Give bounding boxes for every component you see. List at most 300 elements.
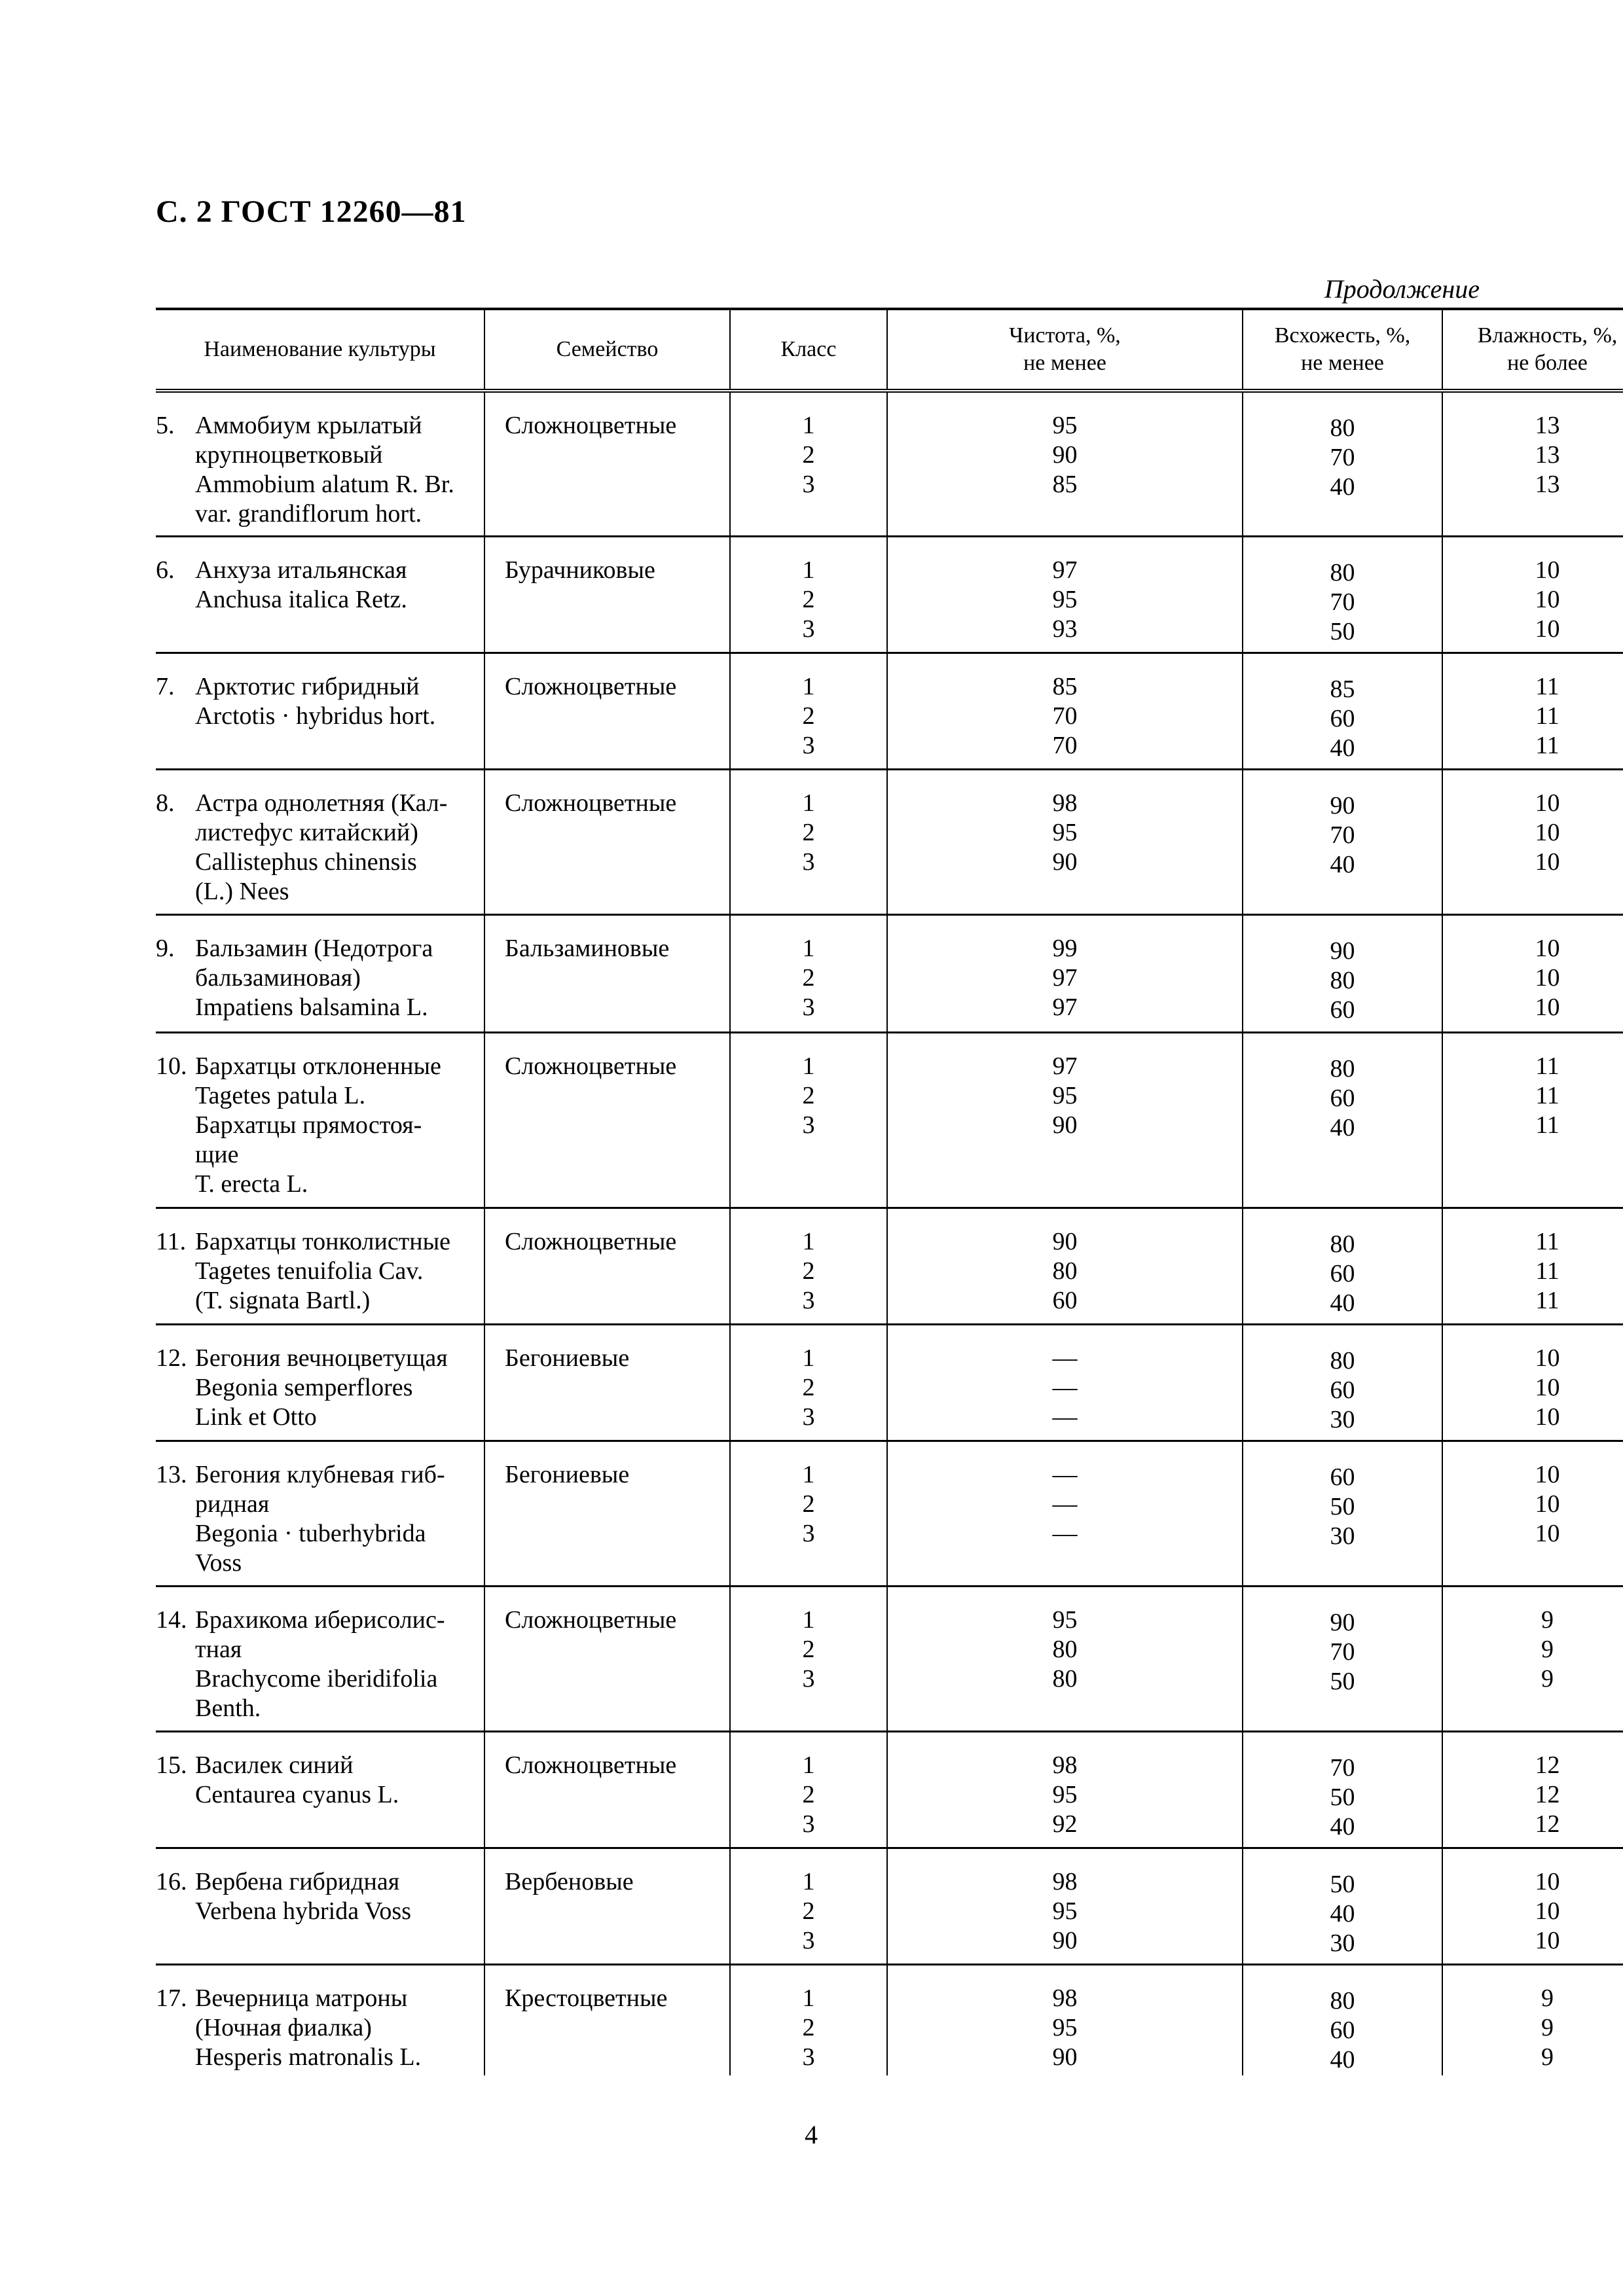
class-cell-value: 3 xyxy=(802,1286,815,1314)
moisture-cell-value: 11 xyxy=(1535,1111,1559,1139)
moisture-cell-value: 10 xyxy=(1535,848,1560,876)
class-cell-value: 1 xyxy=(802,672,815,700)
germination-cell-value: 80 xyxy=(1330,558,1355,586)
culture-name-cell xyxy=(156,1324,484,1441)
col-header-text: Чистота, %, xyxy=(1009,323,1121,348)
culture-name-line: Arctotis · hybridus hort. xyxy=(195,702,436,730)
continuation-label: Продолжение xyxy=(1324,274,1480,304)
moisture-cell-value: 9 xyxy=(1541,1984,1554,2012)
germination-cell-value: 50 xyxy=(1330,617,1355,645)
family-cell: Бальзаминовые xyxy=(484,914,730,1032)
col-header-germination xyxy=(1243,309,1442,391)
germination-cell-value: 40 xyxy=(1330,2045,1355,2073)
germination-cell-value: 40 xyxy=(1330,1289,1355,1317)
col-header-text: Наименование культуры xyxy=(204,337,436,361)
purity-cell-value: 97 xyxy=(1052,1052,1078,1080)
germination-cell xyxy=(1243,1441,1442,1586)
moisture-cell-value: 9 xyxy=(1541,1605,1554,1634)
class-cell-value: 2 xyxy=(802,1373,815,1401)
purity-cell-value: 85 xyxy=(1052,471,1078,498)
germination-cell-value: 50 xyxy=(1330,1783,1355,1811)
culture-name-line: (Ночная фиалка) xyxy=(195,2013,372,2041)
moisture-cell-value: 10 xyxy=(1535,1490,1560,1518)
culture-name-line: Link et Otto xyxy=(195,1403,317,1431)
purity-cell xyxy=(887,1324,1243,1441)
moisture-cell-value: 10 xyxy=(1535,556,1560,584)
germination-cell xyxy=(1243,1324,1442,1441)
moisture-cell-value: 11 xyxy=(1535,1257,1559,1285)
culture-name-cell xyxy=(156,914,484,1032)
purity-cell-value: 97 xyxy=(1052,963,1078,992)
moisture-cell-value: 11 xyxy=(1535,1227,1559,1255)
moisture-cell-value: 10 xyxy=(1535,1344,1560,1372)
purity-cell xyxy=(887,1032,1243,1208)
germination-cell-value: 40 xyxy=(1330,1899,1355,1928)
family-cell: Сложноцветные xyxy=(484,1032,730,1208)
seed-quality-table xyxy=(156,308,1623,2075)
germination-cell-value: 90 xyxy=(1330,937,1355,965)
moisture-cell xyxy=(1442,391,1623,536)
class-cell-value: 2 xyxy=(802,1780,815,1808)
class-cell xyxy=(730,1964,887,2075)
row-number: 5. xyxy=(156,412,175,439)
purity-cell-value: — xyxy=(1052,1519,1078,1547)
culture-name-line: Verbena hybrida Voss xyxy=(195,1897,411,1925)
culture-name-line: Ammobium alatum R. Br. xyxy=(195,471,454,498)
class-cell-value: 2 xyxy=(802,1081,815,1109)
germination-cell-value: 90 xyxy=(1330,1608,1355,1636)
germination-cell-value: 80 xyxy=(1330,1986,1355,2015)
moisture-cell-value: 11 xyxy=(1535,1052,1559,1080)
class-cell-value: 1 xyxy=(802,1751,815,1779)
culture-name-line: Benth. xyxy=(195,1694,261,1722)
germination-cell-value: 50 xyxy=(1330,1667,1355,1695)
moisture-cell xyxy=(1442,1848,1623,1964)
document-header: С. 2 ГОСТ 12260—81 xyxy=(156,194,467,229)
culture-name-line: Begonia · tuberhybrida xyxy=(195,1519,426,1547)
table-row xyxy=(156,769,1623,914)
purity-cell-value: 99 xyxy=(1052,934,1078,962)
germination-cell-value: 40 xyxy=(1330,1113,1355,1141)
col-header-text: Семейство xyxy=(556,337,659,361)
culture-name-line: Callistephus chinensis xyxy=(195,848,417,876)
moisture-cell-value: 9 xyxy=(1541,2043,1554,2071)
culture-name-line: (L.) Nees xyxy=(195,877,289,905)
class-cell-value: 1 xyxy=(802,1460,815,1488)
culture-name-cell xyxy=(156,1208,484,1324)
germination-cell-value: 80 xyxy=(1330,1230,1355,1258)
class-cell-value: 2 xyxy=(802,1897,815,1925)
germination-cell-value: 30 xyxy=(1330,1405,1355,1433)
class-cell-value: 3 xyxy=(802,993,815,1021)
culture-name-line: Василек синий xyxy=(195,1751,354,1779)
purity-cell-value: 70 xyxy=(1052,731,1078,759)
class-cell xyxy=(730,1441,887,1586)
culture-name-cell xyxy=(156,1586,484,1731)
class-cell-value: 1 xyxy=(802,1227,815,1255)
class-cell-value: 3 xyxy=(802,1810,815,1838)
culture-name-line: (T. signata Bartl.) xyxy=(195,1286,371,1314)
class-cell-value: 1 xyxy=(802,1344,815,1372)
table-row xyxy=(156,1032,1623,1208)
row-number: 6. xyxy=(156,556,175,584)
culture-name-cell xyxy=(156,1441,484,1586)
class-cell-value: 3 xyxy=(802,1403,815,1431)
col-header-text: не менее xyxy=(1301,351,1384,375)
row-number: 8. xyxy=(156,789,175,817)
culture-name-line: Астра однолетняя (Кал- xyxy=(195,789,448,817)
family-cell: Крестоцветные xyxy=(484,1964,730,2075)
class-cell-value: 3 xyxy=(802,471,815,498)
culture-name-line: Voss xyxy=(195,1549,242,1577)
germination-cell xyxy=(1243,1848,1442,1964)
purity-cell-value: — xyxy=(1052,1460,1078,1488)
family-cell: Бегониевые xyxy=(484,1441,730,1586)
culture-name-line: Бальзамин (Недотрога xyxy=(195,934,433,962)
moisture-cell-value: 9 xyxy=(1541,1664,1554,1693)
moisture-cell-value: 11 xyxy=(1535,672,1559,700)
culture-name-line: листефус китайский) xyxy=(195,818,418,846)
culture-name-line: Brachycome iberidifolia xyxy=(195,1664,438,1693)
row-number: 11. xyxy=(156,1227,187,1255)
class-cell-value: 3 xyxy=(802,1111,815,1139)
purity-cell xyxy=(887,1208,1243,1324)
class-cell xyxy=(730,1848,887,1964)
class-cell-value: 1 xyxy=(802,556,815,584)
purity-cell-value: 95 xyxy=(1052,1605,1078,1634)
moisture-cell-value: 11 xyxy=(1535,1081,1559,1109)
culture-name-line: T. erecta L. xyxy=(195,1170,308,1198)
germination-cell xyxy=(1243,391,1442,536)
germination-cell-value: 40 xyxy=(1330,850,1355,878)
purity-cell-value: 95 xyxy=(1052,818,1078,846)
culture-name-line: Impatiens balsamina L. xyxy=(195,993,428,1021)
col-header-text: не менее xyxy=(1023,351,1106,375)
germination-cell xyxy=(1243,653,1442,769)
table-row xyxy=(156,1731,1623,1848)
moisture-cell-value: 10 xyxy=(1535,1926,1560,1954)
class-cell-value: 2 xyxy=(802,1257,815,1285)
purity-cell-value: 85 xyxy=(1052,672,1078,700)
class-cell xyxy=(730,1324,887,1441)
germination-cell-value: 60 xyxy=(1330,704,1355,732)
culture-name-line: Бегония клубневая гиб- xyxy=(195,1460,445,1488)
table-row xyxy=(156,1441,1623,1586)
class-cell-value: 1 xyxy=(802,1605,815,1634)
class-cell-value: 1 xyxy=(802,1984,815,2012)
purity-cell-value: 80 xyxy=(1052,1664,1078,1693)
class-cell-value: 1 xyxy=(802,789,815,817)
class-cell-value: 2 xyxy=(802,441,815,469)
germination-cell-value: 40 xyxy=(1330,734,1355,762)
purity-cell-value: 90 xyxy=(1052,441,1078,469)
purity-cell xyxy=(887,1441,1243,1586)
germination-cell-value: 80 xyxy=(1330,414,1355,442)
family-cell: Бурачниковые xyxy=(484,536,730,653)
purity-cell-value: 90 xyxy=(1052,1926,1078,1954)
family-cell: Сложноцветные xyxy=(484,1586,730,1731)
moisture-cell-value: 10 xyxy=(1535,818,1560,846)
table-header-row xyxy=(156,309,1623,391)
purity-cell xyxy=(887,769,1243,914)
family-cell: Сложноцветные xyxy=(484,1208,730,1324)
moisture-cell-value: 10 xyxy=(1535,1403,1560,1431)
germination-cell-value: 90 xyxy=(1330,791,1355,819)
table-row xyxy=(156,536,1623,653)
purity-cell-value: — xyxy=(1052,1403,1078,1431)
germination-cell-value: 80 xyxy=(1330,1054,1355,1083)
purity-cell xyxy=(887,914,1243,1032)
germination-cell-value: 60 xyxy=(1330,2016,1355,2044)
culture-name-line: var. grandiflorum hort. xyxy=(195,500,422,528)
moisture-cell xyxy=(1442,536,1623,653)
row-number: 14. xyxy=(156,1605,187,1634)
moisture-cell-value: 11 xyxy=(1535,731,1559,759)
table-row xyxy=(156,1848,1623,1964)
moisture-cell-value: 13 xyxy=(1535,441,1560,469)
purity-cell-value: 95 xyxy=(1052,1897,1078,1925)
germination-cell xyxy=(1243,1964,1442,2075)
class-cell-value: 2 xyxy=(802,818,815,846)
class-cell-value: 2 xyxy=(802,963,815,992)
moisture-cell-value: 12 xyxy=(1535,1810,1560,1838)
purity-cell xyxy=(887,1586,1243,1731)
purity-cell-value: 98 xyxy=(1052,1984,1078,2012)
culture-name-line: Аммобиум крылатый xyxy=(195,412,422,439)
purity-cell-value: 95 xyxy=(1052,2013,1078,2041)
purity-cell-value: 97 xyxy=(1052,556,1078,584)
culture-name-line: Begonia semperflores xyxy=(195,1373,413,1401)
purity-cell-value: — xyxy=(1052,1344,1078,1372)
purity-cell-value: 95 xyxy=(1052,1081,1078,1109)
purity-cell-value: 95 xyxy=(1052,1780,1078,1808)
moisture-cell-value: 10 xyxy=(1535,1867,1560,1895)
culture-name-cell xyxy=(156,653,484,769)
family-cell: Сложноцветные xyxy=(484,653,730,769)
col-header-text: Класс xyxy=(780,337,837,361)
moisture-cell-value: 10 xyxy=(1535,993,1560,1021)
moisture-cell-value: 10 xyxy=(1535,1373,1560,1401)
germination-cell-value: 60 xyxy=(1330,1463,1355,1491)
germination-cell xyxy=(1243,769,1442,914)
col-header-purity xyxy=(887,309,1243,391)
purity-cell-value: 95 xyxy=(1052,585,1078,613)
table-row xyxy=(156,1324,1623,1441)
table-row xyxy=(156,1964,1623,2075)
class-cell-value: 2 xyxy=(802,1490,815,1518)
germination-cell-value: 70 xyxy=(1330,1638,1355,1666)
col-header-class xyxy=(730,309,887,391)
culture-name-line: Вербена гибридная xyxy=(195,1867,400,1895)
table-row xyxy=(156,1586,1623,1731)
table-row xyxy=(156,1208,1623,1324)
class-cell-value: 3 xyxy=(802,1519,815,1547)
culture-name-line: Бархатцы тонколистные xyxy=(195,1227,451,1255)
germination-cell xyxy=(1243,1032,1442,1208)
germination-cell-value: 60 xyxy=(1330,996,1355,1024)
class-cell-value: 3 xyxy=(802,615,815,643)
class-cell-value: 1 xyxy=(802,1052,815,1080)
culture-name-line: Hesperis matronalis L. xyxy=(195,2043,422,2071)
culture-name-line: Брахикома иберисолис- xyxy=(195,1605,445,1634)
germination-cell-value: 70 xyxy=(1330,821,1355,849)
culture-name-line: Tagetes tenuifolia Cav. xyxy=(195,1257,424,1285)
class-cell-value: 3 xyxy=(802,1664,815,1693)
class-cell-value: 3 xyxy=(802,848,815,876)
purity-cell-value: 90 xyxy=(1052,2043,1078,2071)
germination-cell xyxy=(1243,1208,1442,1324)
purity-cell xyxy=(887,536,1243,653)
class-cell-value: 2 xyxy=(802,2013,815,2041)
class-cell-value: 1 xyxy=(802,934,815,962)
culture-name-line: щие xyxy=(195,1140,239,1168)
purity-cell-value: 60 xyxy=(1052,1286,1078,1314)
purity-cell-value: 70 xyxy=(1052,702,1078,730)
class-cell-value: 1 xyxy=(802,1867,815,1895)
table-row xyxy=(156,914,1623,1032)
table-row xyxy=(156,391,1623,536)
culture-name-line: Бархатцы прямостоя- xyxy=(195,1111,422,1139)
purity-cell xyxy=(887,1964,1243,2075)
culture-name-line: Anchusa italica Retz. xyxy=(195,585,407,613)
culture-name-line: Вечерница матроны xyxy=(195,1984,408,2012)
class-cell-value: 2 xyxy=(802,1635,815,1663)
col-header-moisture xyxy=(1442,309,1623,391)
family-cell: Сложноцветные xyxy=(484,1731,730,1848)
class-cell xyxy=(730,653,887,769)
row-number: 10. xyxy=(156,1052,187,1080)
purity-cell-value: 80 xyxy=(1052,1635,1078,1663)
culture-name-line: крупноцветковый xyxy=(195,441,383,469)
moisture-cell xyxy=(1442,1324,1623,1441)
purity-cell-value: 98 xyxy=(1052,1867,1078,1895)
purity-cell-value: 98 xyxy=(1052,789,1078,817)
moisture-cell-value: 9 xyxy=(1541,2013,1554,2041)
germination-cell xyxy=(1243,1731,1442,1848)
culture-name-line: Centaurea cyanus L. xyxy=(195,1780,399,1808)
purity-cell-value: 90 xyxy=(1052,1111,1078,1139)
moisture-cell-value: 10 xyxy=(1535,1460,1560,1488)
family-cell: Вербеновые xyxy=(484,1848,730,1964)
culture-name-line: Анхуза итальянская xyxy=(195,556,407,584)
class-cell xyxy=(730,391,887,536)
class-cell-value: 3 xyxy=(802,731,815,759)
germination-cell-value: 60 xyxy=(1330,1084,1355,1112)
germination-cell-value: 30 xyxy=(1330,1929,1355,1957)
moisture-cell-value: 10 xyxy=(1535,1519,1560,1547)
page-number: 4 xyxy=(805,2120,818,2149)
row-number: 13. xyxy=(156,1460,187,1488)
purity-cell-value: 90 xyxy=(1052,848,1078,876)
germination-cell-value: 70 xyxy=(1330,444,1355,471)
family-cell: Сложноцветные xyxy=(484,391,730,536)
moisture-cell xyxy=(1442,1731,1623,1848)
purity-cell-value: 90 xyxy=(1052,1227,1078,1255)
moisture-cell-value: 13 xyxy=(1535,412,1560,439)
class-cell xyxy=(730,536,887,653)
purity-cell xyxy=(887,391,1243,536)
purity-cell-value: 93 xyxy=(1052,615,1078,643)
moisture-cell-value: 11 xyxy=(1535,702,1559,730)
col-header-text: не более xyxy=(1507,351,1588,375)
row-number: 17. xyxy=(156,1984,187,2012)
col-header-family xyxy=(484,309,730,391)
culture-name-line: Бегония вечноцветущая xyxy=(195,1344,448,1372)
culture-name-line: тная xyxy=(195,1635,242,1663)
moisture-cell xyxy=(1442,1586,1623,1731)
family-cell: Сложноцветные xyxy=(484,769,730,914)
class-cell xyxy=(730,769,887,914)
germination-cell-value: 30 xyxy=(1330,1522,1355,1550)
moisture-cell xyxy=(1442,1032,1623,1208)
germination-cell-value: 40 xyxy=(1330,473,1355,501)
purity-cell-value: 95 xyxy=(1052,412,1078,439)
row-number: 15. xyxy=(156,1751,187,1779)
culture-name-line: ридная xyxy=(195,1490,270,1518)
culture-name-cell xyxy=(156,1964,484,2075)
moisture-cell-value: 12 xyxy=(1535,1751,1560,1779)
germination-cell-value: 50 xyxy=(1330,1870,1355,1898)
class-cell-value: 3 xyxy=(802,1926,815,1954)
row-number: 9. xyxy=(156,934,175,962)
moisture-cell xyxy=(1442,653,1623,769)
moisture-cell-value: 10 xyxy=(1535,963,1560,992)
moisture-cell-value: 13 xyxy=(1535,471,1560,498)
germination-cell xyxy=(1243,1586,1442,1731)
class-cell xyxy=(730,1586,887,1731)
table-row xyxy=(156,653,1623,769)
germination-cell-value: 40 xyxy=(1330,1812,1355,1840)
class-cell xyxy=(730,1032,887,1208)
germination-cell-value: 50 xyxy=(1330,1492,1355,1520)
moisture-cell xyxy=(1442,769,1623,914)
family-cell: Бегониевые xyxy=(484,1324,730,1441)
culture-name-cell xyxy=(156,1731,484,1848)
moisture-cell-value: 10 xyxy=(1535,934,1560,962)
table-body xyxy=(156,391,1623,2075)
class-cell xyxy=(730,914,887,1032)
purity-cell xyxy=(887,1731,1243,1848)
moisture-cell xyxy=(1442,1441,1623,1586)
class-cell-value: 3 xyxy=(802,2043,815,2071)
moisture-cell-value: 10 xyxy=(1535,585,1560,613)
germination-cell-value: 85 xyxy=(1330,675,1355,703)
row-number: 12. xyxy=(156,1344,187,1372)
purity-cell-value: 92 xyxy=(1052,1810,1078,1838)
purity-cell-value: — xyxy=(1052,1373,1078,1401)
culture-name-cell xyxy=(156,536,484,653)
col-header-culture xyxy=(156,309,484,391)
germination-cell-value: 70 xyxy=(1330,588,1355,616)
row-number: 7. xyxy=(156,672,175,700)
germination-cell xyxy=(1243,914,1442,1032)
germination-cell xyxy=(1243,536,1442,653)
class-cell-value: 1 xyxy=(802,412,815,439)
culture-name-line: бальзаминовая) xyxy=(195,963,361,992)
moisture-cell-value: 12 xyxy=(1535,1780,1560,1808)
moisture-cell-value: 10 xyxy=(1535,615,1560,643)
culture-name-cell xyxy=(156,769,484,914)
moisture-cell-value: 10 xyxy=(1535,789,1560,817)
culture-name-line: Арктотис гибридный xyxy=(195,672,420,700)
germination-cell-value: 60 xyxy=(1330,1259,1355,1287)
moisture-cell xyxy=(1442,1964,1623,2075)
class-cell-value: 2 xyxy=(802,585,815,613)
row-number: 16. xyxy=(156,1867,187,1895)
purity-cell-value: 80 xyxy=(1052,1257,1078,1285)
col-header-text: Всхожесть, %, xyxy=(1274,323,1411,348)
germination-cell-value: 80 xyxy=(1330,966,1355,994)
